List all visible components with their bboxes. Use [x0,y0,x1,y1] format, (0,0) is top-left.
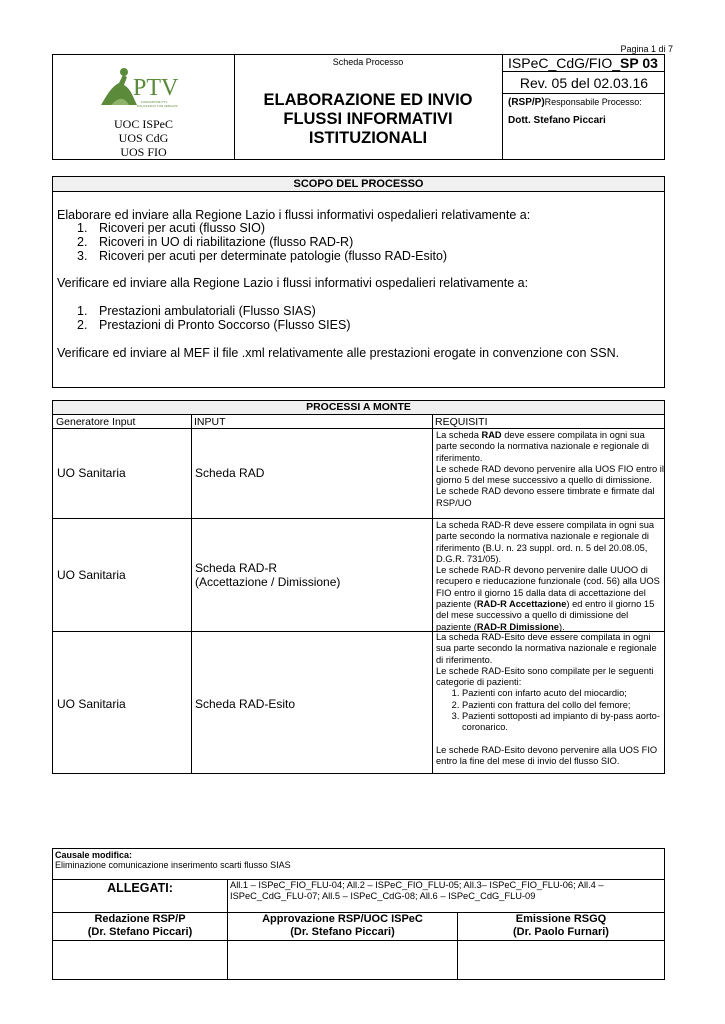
svg-text:FONDAZIONE PTV: FONDAZIONE PTV [141,100,168,104]
responsabile-name: Dott. Stefano Piccari [508,115,606,126]
list-item: 2. Pazienti con frattura del collo del femore; [462,700,664,711]
row-input: Scheda RAD [195,466,265,480]
causale-value: Eliminazione comunicazione inserimento scarti flusso SIAS [55,860,291,870]
scopo-heading: SCOPO DEL PROCESSO [53,177,664,192]
page-number: Pagina 1 di 7 [620,44,673,54]
row-generator: UO Sanitaria [57,466,126,480]
document-code: ISPeC_CdG/FIO_SP 03 [503,55,665,72]
scopo-intro-2: Verificare ed inviare alla Regione Lazio i flussi informativi ospedalieri relativamente a: [57,276,529,290]
row-requirements: La scheda RAD-Esito deve essere compilata in ogni sua parte secondo la normativa nazionale e regionale di riferimento. Le schede RAD-Esito sono compilate per le seguenti categorie di pazienti: 1. Pazienti con infarto acuto del miocardio; 2. Pazienti con frattura del collo del femore; 3. Pazienti sottoposti ad impianto di by-pass aorto-coronarico. Le schede RAD-Esito devono pervenire alla UOS FIO entro la fine del mese di invio del flusso SIO. [436,632,664,767]
list-item: 1. Prestazioni ambulatoriali (Flusso SIAS) [77,304,316,318]
scopo-intro-3: Verificare ed inviare al MEF il file .xml relativamente alle prestazioni erogate in convenzione con SSN. [57,346,620,360]
column-divider [227,879,228,913]
row-requirements: La scheda RAD deve essere compilata in ogni sua parte secondo la normativa nazionale e regionale di riferimento. Le schede RAD devono pervenire alla UOS FIO entro il giorno 5 del mese successivo a quello di dimissione. Le schede RAD devono essere timbrate e firmate dal RSP/UO [436,430,664,508]
ptv-logo-icon [97,65,189,111]
list-item: 1. Pazienti con infarto acuto del miocardio; [462,688,664,699]
document-header [52,54,665,160]
approvazione-block: Approvazione RSP/UOC ISPeC (Dr. Stefano Piccari) [262,913,423,938]
column-divider [432,415,433,773]
col-header-generatore: Generatore Input [53,415,191,429]
list-item: 1. Ricoveri per acuti (flusso SIO) [77,221,266,235]
row-generator: UO Sanitaria [57,697,126,711]
processi-heading: PROCESSI A MONTE [53,401,664,415]
col-header-input: INPUT [191,415,432,429]
scopo-section [52,176,665,388]
logo-text: PTV [133,75,179,101]
title-cell [234,55,503,159]
redazione-block: Redazione RSP/P (Dr. Stefano Piccari) [87,913,193,938]
allegati-value: All.1 – ISPeC_FIO_FLU-04; All.2 – ISPeC_FIO_FLU-05; All.3– ISPeC_FIO_FLU-06; All.4 – ISPeC_CdG_FLU-07; All.5 – ISPeC_CdG-08; All.6 – ISPeC_CdG_FLU-09 [230,880,604,901]
list-item: 3. Ricoveri per acuti per determinate patologie (flusso RAD-Esito) [77,249,448,263]
row-generator: UO Sanitaria [57,568,126,582]
column-divider [191,415,192,773]
list-item: 2. Prestazioni di Pronto Soccorso (Flusso SIES) [77,318,351,332]
row-input: Scheda RAD-Esito [195,697,296,711]
row-divider [53,940,664,941]
list-item: 3. Pazienti sottoposti ad impianto di by-pass aorto-coronarico. [462,711,664,734]
col-header-requisiti: REQUISITI [432,415,664,429]
code-cell [503,55,665,159]
svg-text:POLICLINICO TOR VERGATA: POLICLINICO TOR VERGATA [137,104,178,108]
row-input: Scheda RAD-R (Accettazione / Dimissione) [195,561,341,589]
processi-section [52,400,665,774]
allegati-label: ALLEGATI: [107,881,173,895]
unit-fio: UOS FIO [120,145,167,159]
doc-type: Scheda Processo [332,57,404,67]
row-requirements: La scheda RAD-R deve essere compilata in ogni sua parte secondo la normativa nazionale e regionale di riferimento (B.U. n. 23 suppl. ord. n. 5 del 20.08.05, D.G.R. 731/05). Le schede RAD-R devono pervenire dalle UUOO di recupero e rieducazione funzionale (cod. 56) alla UOS FIO entro il giorno 15 dalla data di accettazione del paziente (RAD-R Accettazione) ed entro il giorno 15 del mese successivo a quello di dimissione del paziente (RAD-R Dimissione). [436,520,660,632]
document-title: ELABORAZIONE ED INVIO FLUSSI INFORMATIVI ISTITUZIONALI [263,91,473,147]
emissione-block: Emissione RSGQ (Dr. Paolo Furnari) [513,913,609,938]
causale-label: Causale modifica: [55,850,133,860]
revision: Rev. 05 del 02.03.16 [503,73,665,94]
unit-ispec: UOC ISPeC [113,117,173,131]
responsabile-label: (RSP/P)Responsabile Processo: [508,97,642,108]
scopo-intro-1: Elaborare ed inviare alla Regione Lazio i flussi informativi ospedalieri relativamente a: [57,208,531,222]
approval-section [52,848,665,980]
row-divider [53,518,664,519]
logo-cell [53,55,235,159]
list-item: 2. Ricoveri in UO di riabilitazione (flusso RAD-R) [77,235,354,249]
unit-cdg: UOS CdG [118,131,169,145]
